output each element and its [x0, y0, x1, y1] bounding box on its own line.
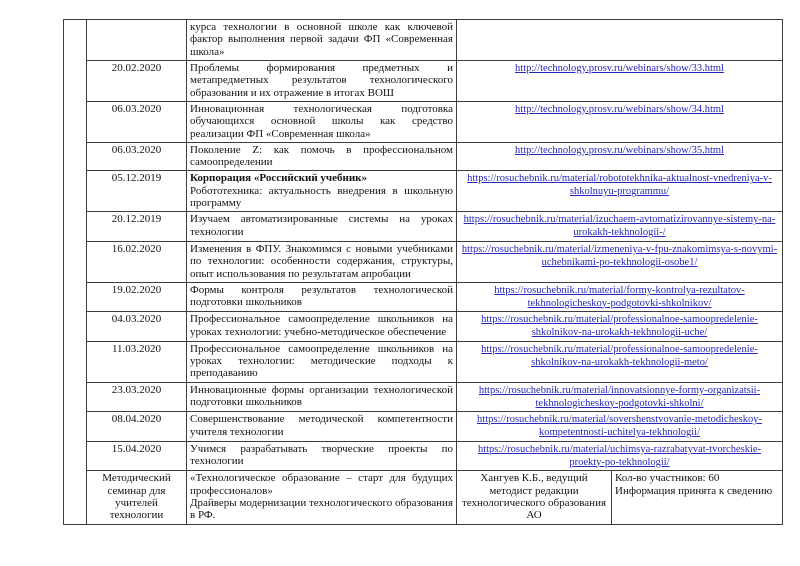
table-row	[64, 20, 783, 61]
document-page	[63, 19, 782, 525]
date-cell: 20.12.2019	[87, 212, 187, 242]
description-cell	[187, 441, 457, 471]
final-subtitle: Драйверы модернизации технологического образования в РФ.	[190, 496, 454, 522]
table-row	[64, 282, 783, 312]
link-cell	[457, 241, 783, 282]
date-cell: 11.03.2020	[87, 341, 187, 382]
description-text: Проблемы формирования предметных и метапредметных результатов технологического образования и их отражение в итогах ВОШ	[190, 61, 453, 99]
webinar-link[interactable]: https://rosuchebnik.ru/material/izuchaem-avtomatizirovannye-sistemy-na-urokakh-tekhnologii-/	[463, 214, 776, 239]
link-cell	[457, 412, 783, 442]
description-cell	[187, 241, 457, 282]
webinar-link[interactable]: https://rosuchebnik.ru/material/professionalnoe-samoopredelenie-shkolnikov-na-urokakh-tekhnologii-uche/	[481, 314, 758, 339]
date-cell: 23.03.2020	[87, 382, 187, 412]
table-row	[64, 412, 783, 442]
description-text: Совершенствование методической компетентности учителя технологии	[190, 413, 453, 438]
description-text: курса технологии в основной школе как ключевой фактор выполнения первой задачи ФП «Современная школа»	[190, 21, 453, 58]
webinar-link[interactable]: https://rosuchebnik.ru/material/professionalnoe-samoopredelenie-shkolnikov-na-urokakh-tekhnologii-meto/	[481, 343, 758, 368]
table-row	[64, 341, 783, 382]
description-cell	[187, 412, 457, 442]
description-cell	[187, 382, 457, 412]
resolution-cell	[612, 471, 783, 524]
webinar-link[interactable]: https://rosuchebnik.ru/material/uchimsya-razrabatyvat-tvorcheskie-proekty-po-tekhnologii/	[477, 443, 762, 468]
table-row	[64, 382, 783, 412]
date-cell: 08.04.2020	[87, 412, 187, 442]
description-text: Изменения в ФПУ. Знакомимся с новыми учебниками по технологии: особенности содержания, структуры, опыт использования по результатам апробации	[190, 242, 453, 280]
date-cell: 19.02.2020	[87, 282, 187, 312]
table-row	[64, 212, 783, 242]
final-row	[64, 471, 783, 524]
webinar-link[interactable]: https://rosuchebnik.ru/material/innovatsionnye-formy-organizatsii-tekhnologicheskoy-podgotovki-shkolni/	[478, 384, 761, 409]
description-cell	[187, 101, 457, 142]
table-row	[64, 60, 783, 101]
date-cell	[87, 20, 187, 61]
description-text: Инновационная технологическая подготовка обучающихся основной школы как средство реализации ФП «Современная школа»	[190, 102, 453, 140]
date-cell: 06.03.2020	[87, 101, 187, 142]
webinar-link[interactable]: http://technology.prosv.ru/webinars/show/34.html	[515, 103, 724, 115]
description-text: Профессиональное самоопределение школьников на уроках технологии: учебно-методическое обеспечение	[190, 313, 453, 338]
description-cell	[187, 60, 457, 101]
table-row	[64, 241, 783, 282]
description-cell	[187, 312, 457, 342]
description-text: Профессиональное самоопределение школьников на уроках технологии: методические подходы к преподаванию	[190, 342, 453, 380]
link-cell	[457, 382, 783, 412]
date-cell: 05.12.2019	[87, 171, 187, 212]
date-cell: 16.02.2020	[87, 241, 187, 282]
table-row	[64, 312, 783, 342]
description-text: Инновационные формы организации технологической подготовки школьников	[190, 383, 453, 409]
final-description-cell	[187, 471, 457, 524]
webinar-link[interactable]: https://rosuchebnik.ru/material/sovershenstvovanie-metodicheskoy-kompetentnosti-uchitelya-tekhnologii/	[477, 414, 762, 438]
date-cell: 15.04.2020	[87, 441, 187, 471]
description-heading: Корпорация «Российский учебник»	[190, 172, 368, 185]
link-cell	[457, 341, 783, 382]
description-text: Формы контроля результатов технологической подготовки школьников	[190, 283, 453, 309]
link-cell	[457, 212, 783, 242]
category-spanning-cell	[64, 20, 87, 525]
description-cell	[187, 212, 457, 242]
final-title: «Технологическое образование – старт для будущих профессионалов»	[190, 472, 453, 497]
description-cell	[187, 20, 457, 61]
date-cell: 20.02.2020	[87, 60, 187, 101]
description-cell	[187, 171, 457, 212]
webinar-link[interactable]: http://technology.prosv.ru/webinars/show/33.html	[515, 62, 724, 74]
webinar-link[interactable]: https://rosuchebnik.ru/material/robototekhnika-aktualnost-vnedreniya-v-shkolnuyu-programmu/	[467, 173, 772, 198]
description-text: Поколение Z: как помочь в профессиональном самоопределении	[190, 143, 453, 169]
table-row	[64, 441, 783, 471]
link-cell	[457, 282, 783, 312]
table-row	[64, 171, 783, 212]
link-cell	[457, 441, 783, 471]
date-cell: 04.03.2020	[87, 312, 187, 342]
webinars-table	[63, 19, 783, 525]
link-cell	[457, 312, 783, 342]
description-cell	[187, 142, 457, 171]
description-text: Изучаем автоматизированные системы на уроках технологии	[190, 213, 453, 238]
webinar-link[interactable]: https://rosuchebnik.ru/material/izmeneniya-v-fpu-znakomimsya-s-novymi-uchebnikami-po-tekhnologii-osobe1/	[461, 243, 778, 268]
description-text: Учимся разрабатывать творческие проекты по технологии	[190, 442, 453, 468]
table-row	[64, 142, 783, 171]
participants-count: Кол-во участников: 60	[615, 472, 720, 485]
table-row	[64, 101, 783, 142]
date-cell: 06.03.2020	[87, 142, 187, 171]
description-cell	[187, 282, 457, 312]
description-text: Робототехника: актуальность внедрения в школьную программу	[190, 184, 453, 210]
webinar-link[interactable]: https://rosuchebnik.ru/material/formy-kontrolya-rezultatov-tekhnologicheskoy-podgotovki-shkolnikov/	[494, 284, 745, 309]
person-cell: Хангуев К.Б., ведущий методист редакции технологического образования АО	[457, 471, 612, 524]
link-cell	[457, 142, 783, 171]
category-cell: Методический семинар для учителей технологии	[87, 471, 187, 524]
link-cell	[457, 171, 783, 212]
link-cell	[457, 60, 783, 101]
webinar-link[interactable]: http://technology.prosv.ru/webinars/show/35.html	[515, 144, 724, 156]
link-cell	[457, 101, 783, 142]
link-cell	[457, 20, 783, 61]
resolution-note: Информация принята к сведению	[615, 484, 773, 497]
description-cell	[187, 341, 457, 382]
